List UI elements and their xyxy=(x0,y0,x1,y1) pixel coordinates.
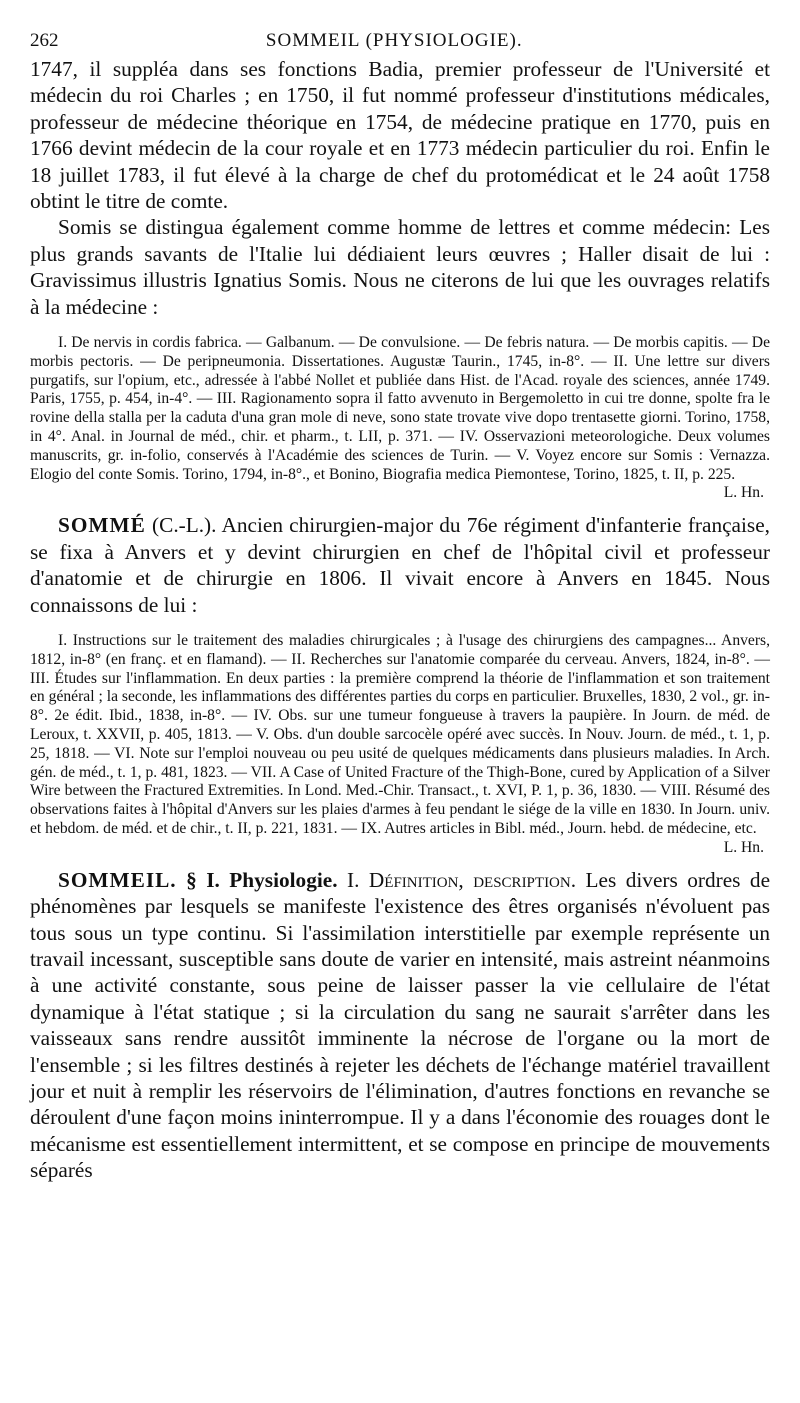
page-number: 262 xyxy=(30,30,59,51)
somis-article xyxy=(30,56,770,320)
page xyxy=(30,30,770,1184)
somis-signature: L. Hn. xyxy=(723,484,764,502)
somme-works: I. Instructions sur le traitement des maladies chirurgicales ; à l'usage des chirurgiens des campagnes... Anvers, 1812, in-8° (en franç. et en flamand). — II. Recherches sur l'anatomie comparée du cerveau. Anvers, 1824, in-8°. — III. Études sur l'inflammation. En deux parties : la première comprend la théorie de l'inflammation et son traitement en général ; la seconde, les inflammations des différentes parties du corps en particulier. Bruxelles, 1830, 2 vol., gr. in-8°. 2e édit. Ibid., 1838, in-8°. — IV. Obs. sur une tumeur fongueuse à travers la paupière. In Journ. de méd. de Leroux, t. XXVII, p. 405, 1813. — V. Obs. d'un double sarcocèle opéré avec succès. In Nouv. Journ. de méd., t. 1, p. 25, 1818. — VI. Note sur l'emploi nouveau ou peu usité de quelques médicaments dans plusieurs maladies. In Arch. gén. de méd., t. 1, p. 481, 1823. — VII. A Case of United Fracture of the Thigh-Bone, cured by Application of a Silver Wire between the Fractured Extremities. In Lond. Med.-Chir. Transact., t. XVI, P. 1, p. 36, 1830. — VIII. Résumé des observations faites à l'hôpital d'Anvers sur les plaies d'armes à feu pendant le siége de la ville en 1830. In Journ. univ. et hebdom. de méd. et de chir., t. II, p. 221, 1831. — IX. Autres articles in Bibl. méd., Journ. hebd. de médecine, etc. xyxy=(30,632,770,838)
running-title: SOMMEIL (PHYSIOLOGIE). xyxy=(265,30,523,51)
sommeil-section: § I. Physiologie. xyxy=(186,867,338,892)
somme-bibliography xyxy=(30,632,770,856)
somme-signature: L. Hn. xyxy=(723,838,764,856)
somis-paragraph-1: 1747, il suppléa dans ses fonctions Badia, premier professeur de l'Université et médecin du roi Charles ; en 1750, il fut nommé professeur d'institutions médicales, professeur de médecine théorique en 1754, de médecine pratique en 1770, puis en 1766 devint médecin de la cour royale et en 1773 médecin particulier du roi. Enfin le 18 juillet 1783, il fut élevé à la charge de chef du protomédicat et le 24 août 1758 obtint le titre de comte. xyxy=(30,57,770,214)
sommeil-subsection: I. Définition, description. xyxy=(347,867,577,892)
somme-article xyxy=(30,512,770,618)
somis-paragraph-2: Somis se distingua également comme homme de lettres et comme médecin: Les plus grands savants de l'Italie lui dédiaient leurs œuvres ; Haller disait de lui : Gravissimus illustris Ignatius Somis. Nous ne citerons de lui que les ouvrages relatifs à la médecine : xyxy=(30,215,770,319)
sommeil-headword: SOMMEIL. xyxy=(58,867,177,892)
page-header xyxy=(30,30,770,56)
sommeil-article xyxy=(30,867,770,1184)
sommeil-text: Les divers ordres de phénomènes par lesquels se manifeste l'existence des êtres organisés n'évoluent pas tous sous un type continu. Si l'assimilation interstitielle par exemple représente un travail incessant, susceptible sans doute de varier en intensité, mais astreint néanmoins à une activité constante, sous peine de laisser passer la vie cellulaire de l'état dynamique à l'état statique ; si la circulation du sang ne saurait s'arrêter dans les vaisseaux sans rendre aussitôt imminente la nécrose de l'organe ou la mort de l'ensemble ; si les filtres destinés à rejeter les déchets de l'échange matériel travaillent jour et nuit à remplir les réservoirs de l'élimination, d'autres fonctions en revanche se déroulent d'une façon moins ininterrompue. Il y a dans l'économie des rouages dont le mécanisme est essentiellement intermittent, et se compose en principe de mouvements séparés xyxy=(30,867,771,1183)
somis-bibliography xyxy=(30,334,770,502)
somis-works: I. De nervis in cordis fabrica. — Galbanum. — De convulsione. — De febris natura. — De morbis capitis. — De morbis pectoris. — De peripneumonia. Dissertationes. Augustæ Taurin., 1745, in-8°. — II. Une lettre sur divers purgatifs, sur l'opium, etc., adressée à l'abbé Nollet et publiée dans Hist. de l'Acad. royale des sciences, année 1749. Paris, 1755, p. 454, in-4°. — III. Ragionamento sopra il fatto avvenuto in Bergemoletto in cui tre donne, spolte fra le rovine della stalla per la caduta d'una gran mole di neve, sono state trovate vive dopo trentasette giorni. Torino, 1758, in 4°. Anal. in Journal de méd., chir. et pharm., t. LII, p. 371. — IV. Osservazioni meteorologiche. Deux volumes manuscrits, gr. in-folio, conservés à l'Académie des sciences de Turin. — V. Voyez encore sur Somis : Vernazza. Elogio del conte Somis. Torino, 1794, in-8°., et Bonino, Biografia medica Piemontese, Torino, 1825, t. II, p. 225. xyxy=(30,334,770,483)
somme-headword: SOMMÉ xyxy=(58,513,146,538)
somme-intro: (C.-L.). Ancien chirurgien-major du 76e régiment d'infanterie française, se fixa à Anvers et y devint chirurgien en chef de l'hôpital civil et professeur d'anatomie et de chirurgie en 1806. Il vivait encore à Anvers en 1845. Nous connaissons de lui : xyxy=(30,513,770,617)
